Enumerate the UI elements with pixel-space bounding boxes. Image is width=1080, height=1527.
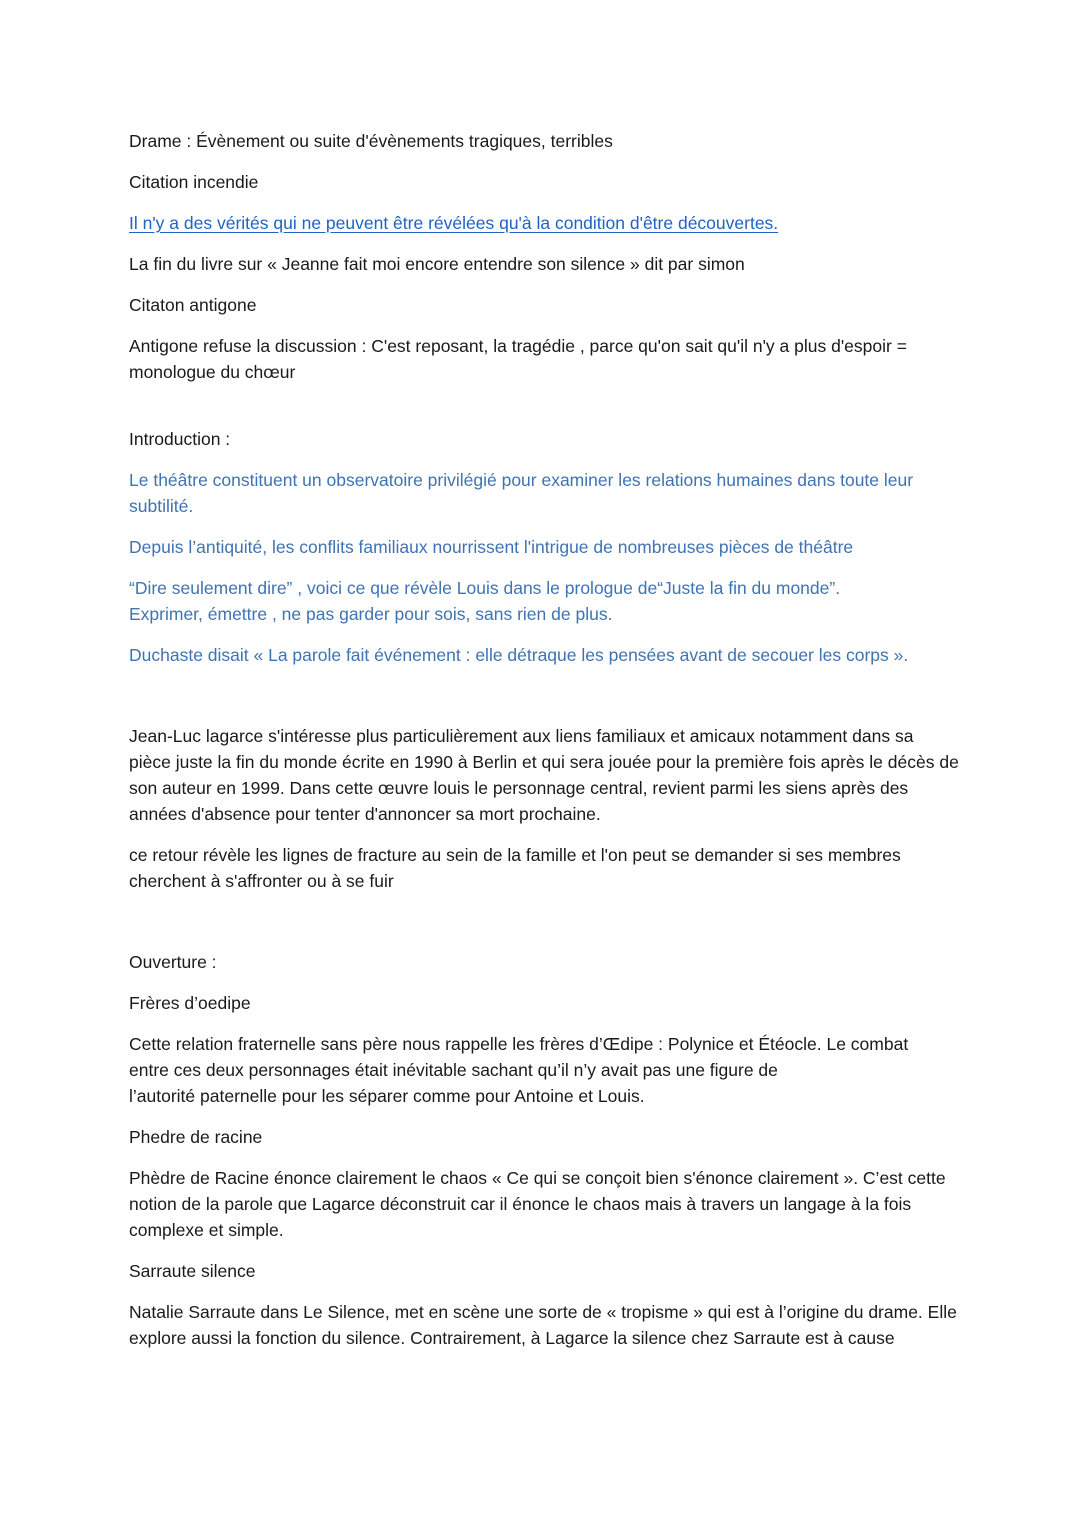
oedipe-line-3: l’autorité paternelle pour les séparer comme pour Antoine et Louis. xyxy=(129,1086,645,1106)
introduction-heading: Introduction : xyxy=(129,429,231,449)
introduction-bullet-1: Le théâtre constituent un observatoire privilégié pour examiner les relations humaines dans toute leur subtilité. xyxy=(129,470,914,516)
introduction-bullet-2: Depuis l’antiquité, les conflits familiaux nourrissent l'intrigue de nombreuses pièces de théâtre xyxy=(129,537,854,557)
ouverture-subtitle-phedre: Phedre de racine xyxy=(129,1127,263,1147)
heading-citation-incendie: Citation incendie xyxy=(129,172,259,192)
oedipe-line-2: entre ces deux personnages était inévitable sachant qu’il n’y avait pas une figure de xyxy=(129,1060,778,1080)
ouverture-text-phedre: Phèdre de Racine énonce clairement le chaos « Ce qui se conçoit bien s'énonce clairement ». C’est cette notion de la parole que Lagarce déconstruit car il énonce le chaos mais à travers un langage à la fois complexe et simple. xyxy=(129,1168,946,1240)
heading-citation-antigone: Citaton antigone xyxy=(129,295,257,315)
introduction-bullet-4: Duchaste disait « La parole fait événement : elle détraque les pensées avant de secouer les corps ». xyxy=(129,645,909,665)
definition-drame: Drame : Évènement ou suite d'évènements tragiques, terribles xyxy=(129,131,613,151)
introduction-paragraph-1: Jean-Luc lagarce s'intéresse plus particulièrement aux liens familiaux et amicaux notamment dans sa pièce juste la fin du monde écrite en 1990 à Berlin et qui sera jouée pour la première fois après le décès de son auteur en 1999. Dans cette œuvre louis le personnage central, revient parmi les siens après des années d'absence pour tenter d'annoncer sa mort prochaine. xyxy=(129,726,959,824)
hyperlink[interactable]: Il n'y a des vérités qui ne peuvent être révélées qu'à la condition d'être découvertes. xyxy=(129,213,779,233)
fin-du-livre-note: La fin du livre sur « Jeanne fait moi encore entendre son silence » dit par simon xyxy=(129,254,745,274)
bullet-3-line-2: Exprimer, émettre , ne pas garder pour sois, sans rien de plus. xyxy=(129,604,613,624)
document-page xyxy=(129,128,959,1351)
bullet-3-line-1: “Dire seulement dire” , voici ce que révèle Louis dans le prologue de“Juste la fin du monde”. xyxy=(129,578,841,598)
introduction-bullet-3 xyxy=(129,575,959,627)
ouverture-heading: Ouverture : xyxy=(129,952,217,972)
ouverture-subtitle-sarraute: Sarraute silence xyxy=(129,1261,256,1281)
citation-incendie-link[interactable] xyxy=(129,210,959,236)
introduction-paragraph-2: ce retour révèle les lignes de fracture au sein de la famille et l'on peut se demander si ses membres cherchent à s'affronter ou à se fuir xyxy=(129,845,901,891)
antigone-note: Antigone refuse la discussion : C'est reposant, la tragédie , parce qu'on sait qu'il n'y a plus d'espoir = monologue du chœur xyxy=(129,336,907,382)
ouverture-text-oedipe xyxy=(129,1031,959,1109)
ouverture-subtitle-oedipe: Frères d’oedipe xyxy=(129,993,251,1013)
oedipe-line-1: Cette relation fraternelle sans père nous rappelle les frères d’Œdipe : Polynice et Étéocle. Le combat xyxy=(129,1034,909,1054)
ouverture-text-sarraute: Natalie Sarraute dans Le Silence, met en scène une sorte de « tropisme » qui est à l’origine du drame. Elle explore aussi la fonction du silence. Contrairement, à Lagarce la silence chez Sarraute est à cause xyxy=(129,1302,957,1348)
